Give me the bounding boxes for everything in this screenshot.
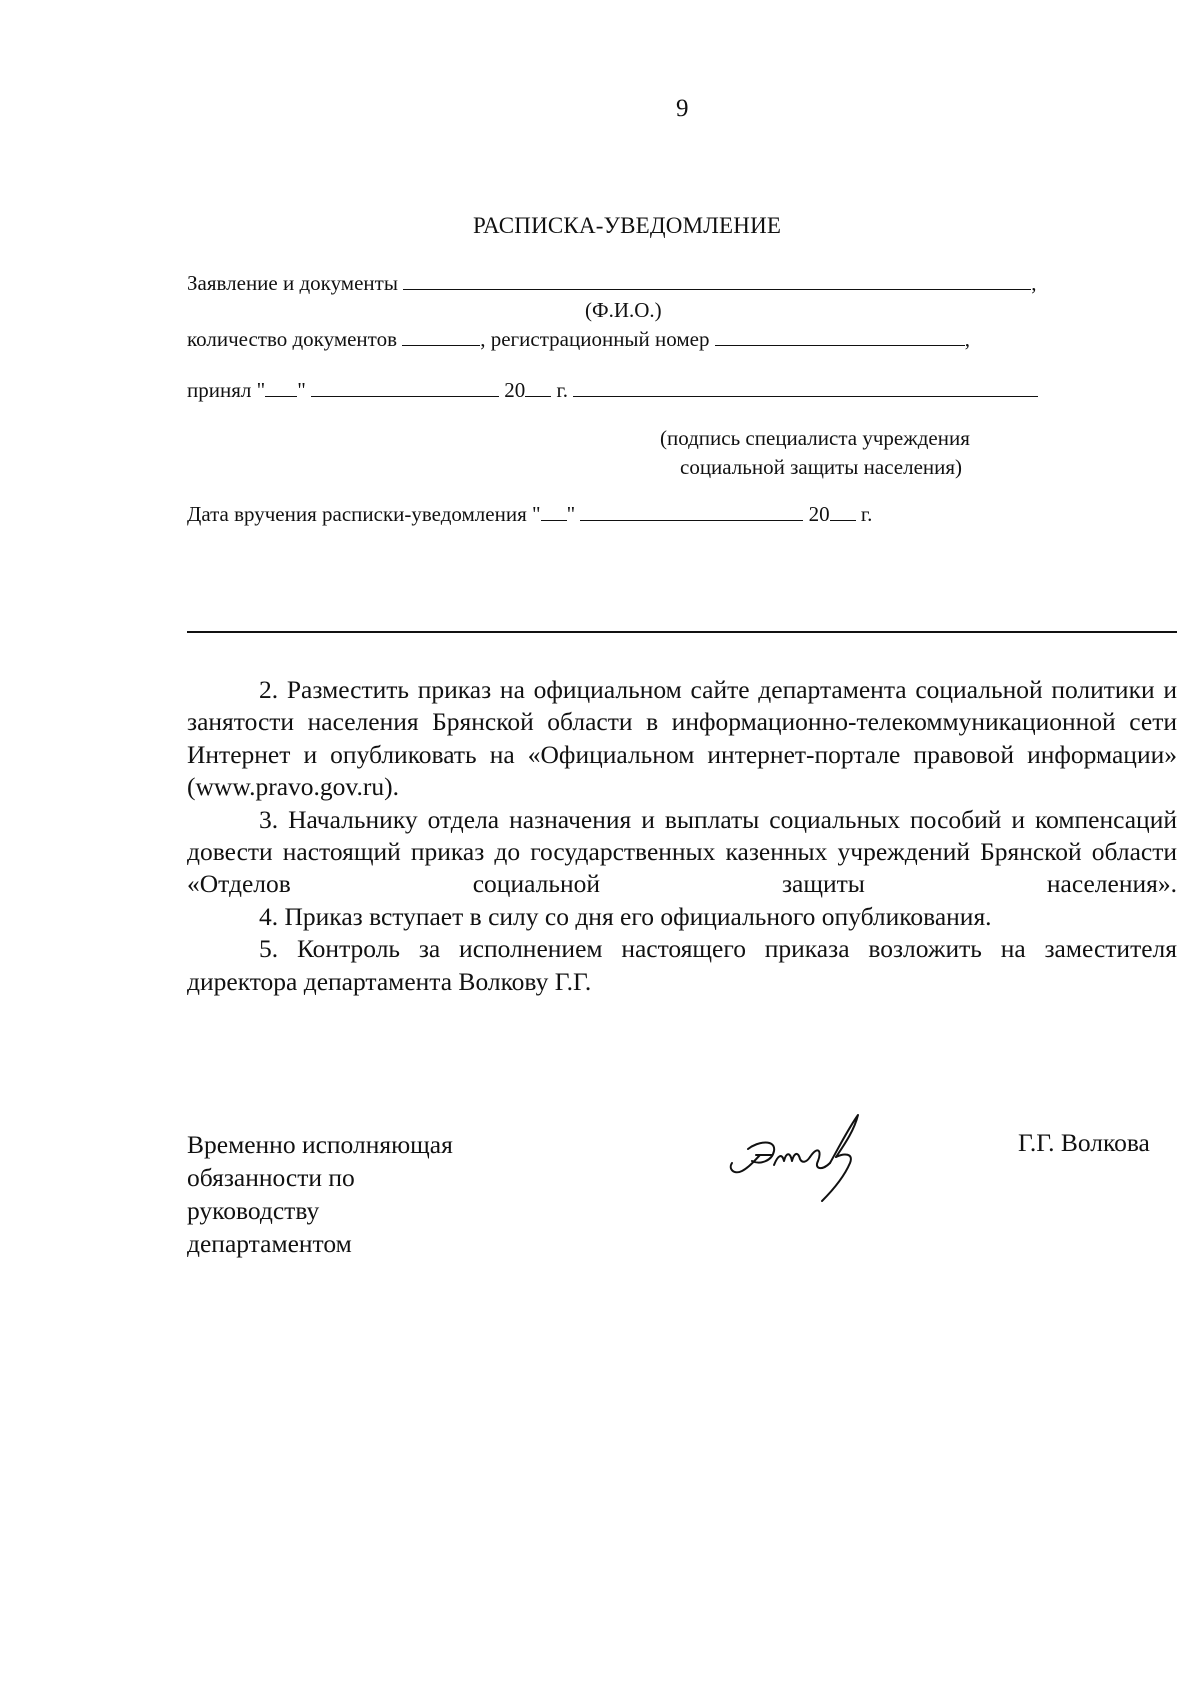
day-blank <box>265 380 297 397</box>
position-line-4: департаментом <box>187 1229 352 1258</box>
order-paragraphs <box>187 674 1177 998</box>
position-line-3: руководству <box>187 1196 320 1225</box>
year-prefix: 20 <box>504 378 526 402</box>
line2-comma: , <box>964 327 970 351</box>
month-blank <box>311 380 499 397</box>
delivery-year-prefix: 20 <box>808 502 830 526</box>
delivery-year-blank <box>830 504 856 521</box>
specialist-signature-blank <box>573 380 1038 397</box>
paragraph-5: 5. Контроль за исполнением настоящего приказа возложить на заместителя директора департамента Волкову Г.Г. <box>187 934 1177 996</box>
delivery-quote: " <box>566 502 576 526</box>
reg-number-label: , регистрационный номер <box>480 327 710 351</box>
handwritten-signature <box>726 1105 896 1215</box>
fio-blank <box>403 273 1031 290</box>
separator-line <box>187 631 1177 633</box>
year-suffix: г. <box>556 378 569 402</box>
reg-number-blank <box>715 329 965 346</box>
doc-count-blank <box>402 329 480 346</box>
receipt-title: РАСПИСКА-УВЕДОМЛЕНИЕ <box>473 213 782 238</box>
paragraph-4: 4. Приказ вступает в силу со дня его официального опубликования. <box>259 901 992 931</box>
signatory-position <box>187 1128 453 1260</box>
delivery-day-blank <box>541 504 567 521</box>
receipt-line-accepted <box>187 378 1038 403</box>
accepted-label: принял " <box>187 378 266 402</box>
delivery-year-suffix: г. <box>860 502 873 526</box>
signature-caption-1: (подпись специалиста учреждения <box>660 426 970 450</box>
fio-caption: (Ф.И.О.) <box>585 298 662 322</box>
receipt-line-applicant <box>187 271 1036 296</box>
receipt-line-delivery <box>187 502 872 527</box>
receipt-line-count <box>187 327 970 352</box>
paragraph-2: 2. Разместить приказ на официальном сайте департамента социальной политики и занятости населения Брянской области в информационно-телекоммуникационной сети Интернет и опубликовать на «Официальном интернет-портале правовой информации» (www.pravo.gov.ru). <box>187 675 1177 802</box>
line1-comma: , <box>1031 271 1037 295</box>
doc-count-label: количество документов <box>187 327 397 351</box>
position-line-2: обязанности по <box>187 1163 355 1192</box>
delivery-month-blank <box>580 504 803 521</box>
delivery-label: Дата вручения расписки-уведомления " <box>187 502 541 526</box>
signatory-name: Г.Г. Волкова <box>1018 1128 1150 1157</box>
paragraph-3: 3. Начальнику отдела назначения и выплаты социальных пособий и компенсаций довести настоящий приказ до государственных казенных учреждений Брянской области «Отделов социальной защиты населения». <box>187 804 1177 899</box>
year-blank <box>525 380 551 397</box>
accepted-quote: " <box>297 378 306 402</box>
signature-caption-2: социальной защиты населения) <box>680 455 963 479</box>
page-number: 9 <box>676 95 689 122</box>
applicant-label: Заявление и документы <box>187 271 398 295</box>
position-line-1: Временно исполняющая <box>187 1130 453 1159</box>
